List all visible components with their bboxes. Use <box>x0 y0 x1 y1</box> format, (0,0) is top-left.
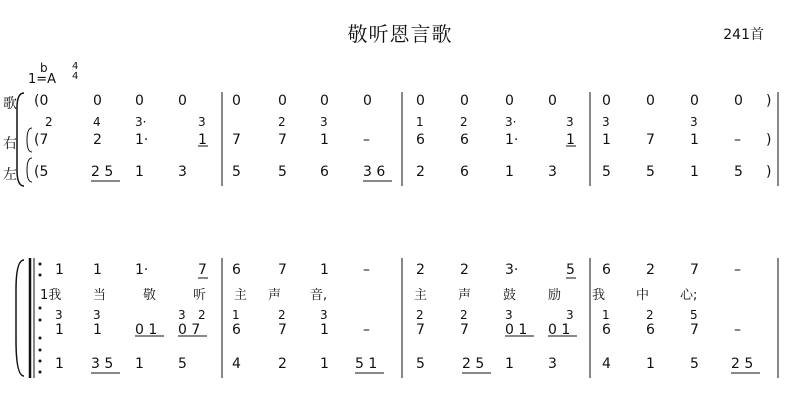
note-melody: 1 <box>55 262 64 278</box>
note-alto: 3· <box>135 115 147 129</box>
note-right: 0 1 <box>505 322 528 338</box>
note-left: 1 <box>55 356 64 372</box>
note-left: 1 <box>135 356 144 372</box>
note-left: 5 <box>690 356 699 372</box>
lyric-syllable: 我 <box>592 288 606 303</box>
note-left: 1 <box>690 164 699 180</box>
note-left: 5 <box>602 164 611 180</box>
lyric-syllable: 1我 <box>40 288 62 303</box>
note-left: 1 <box>320 356 329 372</box>
note-soprano: 0 <box>232 93 241 109</box>
note-left: 5 <box>646 164 655 180</box>
time-top: 4 <box>72 61 79 72</box>
note-left: 3 6 <box>363 164 386 180</box>
lyric-syllable: 心; <box>680 288 698 303</box>
note-left: 1 <box>505 164 514 180</box>
note-right: 0 7 <box>178 322 201 338</box>
note-melody: 6 <box>602 262 611 278</box>
note-right: 7 <box>460 322 469 338</box>
note-right: 6 <box>460 132 469 148</box>
note-alto: 2 <box>198 308 206 322</box>
note-melody: 1 <box>320 262 329 278</box>
note-alto: 4 <box>93 115 101 129</box>
note-alto: 2 <box>278 308 286 322</box>
note-alto: 3 <box>566 308 574 322</box>
note-alto: 3 <box>198 115 206 129</box>
note-left: 5 <box>178 356 187 372</box>
note-left: 5 <box>232 164 241 180</box>
note-melody: 7 <box>690 262 699 278</box>
note-melody: 1 <box>93 262 102 278</box>
note-soprano: 0 <box>602 93 611 109</box>
note-alto: 3 <box>505 308 513 322</box>
note-alto: 2 <box>45 115 53 129</box>
note-melody: – <box>363 262 370 278</box>
note-right: – <box>363 322 370 338</box>
note-left: 2 5 <box>462 356 485 372</box>
note-right: 1 <box>566 132 575 148</box>
note-left: ) <box>766 164 772 180</box>
note-alto: 3 <box>602 115 610 129</box>
note-soprano: 0 <box>320 93 329 109</box>
note-left: 5 <box>416 356 425 372</box>
note-left: 5 <box>278 164 287 180</box>
note-left: (5 <box>34 164 49 180</box>
note-soprano: (0 <box>34 93 49 109</box>
note-right: 6 <box>602 322 611 338</box>
key-signature: 1=A <box>28 72 57 87</box>
note-left: 3 <box>178 164 187 180</box>
note-soprano: 0 <box>646 93 655 109</box>
note-left: 1 <box>646 356 655 372</box>
note-left: 2 <box>416 164 425 180</box>
note-melody: 1· <box>135 262 149 278</box>
note-right: 7 <box>416 322 425 338</box>
lyric-syllable: 中 <box>636 288 650 303</box>
note-melody: 5 <box>566 262 575 278</box>
part-label-right: 右 <box>3 136 17 152</box>
note-soprano: ) <box>766 93 772 109</box>
note-soprano: 0 <box>460 93 469 109</box>
note-alto: 3 <box>55 308 63 322</box>
note-right: 6 <box>232 322 241 338</box>
lyric-syllable: 励 <box>548 288 562 303</box>
note-right: 0 1 <box>548 322 571 338</box>
note-right: 7 <box>278 322 287 338</box>
lyric-syllable: 鼓 <box>503 288 517 303</box>
note-melody: 6 <box>232 262 241 278</box>
note-left: 2 5 <box>91 164 114 180</box>
note-right: 1· <box>505 132 519 148</box>
note-melody: 2 <box>460 262 469 278</box>
note-melody: 2 <box>646 262 655 278</box>
note-alto: 2 <box>278 115 286 129</box>
part-label-soprano: 歌 <box>3 96 17 112</box>
note-right: 1 <box>198 132 207 148</box>
note-right: 7 <box>690 322 699 338</box>
note-alto: 5 <box>690 308 698 322</box>
note-soprano: 0 <box>93 93 102 109</box>
time-bottom: 4 <box>72 71 79 82</box>
note-left: 1 <box>505 356 514 372</box>
note-right: 1 <box>602 132 611 148</box>
note-alto: 2 <box>460 115 468 129</box>
note-right: 2 <box>93 132 102 148</box>
note-right: ) <box>766 132 772 148</box>
note-left: 4 <box>602 356 611 372</box>
note-right: (7 <box>34 132 49 148</box>
note-soprano: 0 <box>363 93 372 109</box>
note-alto: 3 <box>320 115 328 129</box>
note-right: 6 <box>416 132 425 148</box>
note-soprano: 0 <box>505 93 514 109</box>
note-melody: – <box>734 262 741 278</box>
lyric-syllable: 声 <box>458 288 472 303</box>
note-right: – <box>734 132 741 148</box>
lyric-syllable: 主 <box>414 288 428 303</box>
note-right: 7 <box>646 132 655 148</box>
note-soprano: 0 <box>416 93 425 109</box>
note-right: 0 1 <box>135 322 158 338</box>
note-right: 6 <box>646 322 655 338</box>
note-left: 2 5 <box>731 356 754 372</box>
note-alto: 1 <box>232 308 240 322</box>
note-soprano: 0 <box>690 93 699 109</box>
note-alto: 2 <box>460 308 468 322</box>
note-right: 1 <box>93 322 102 338</box>
note-melody: 7 <box>278 262 287 278</box>
note-left: 3 <box>548 164 557 180</box>
note-right: 1 <box>690 132 699 148</box>
lyric-syllable: 音, <box>310 288 328 303</box>
note-left: 3 <box>548 356 557 372</box>
note-left: 5 <box>734 164 743 180</box>
hymn-number: 241首 <box>723 27 764 43</box>
note-right: 1· <box>135 132 149 148</box>
note-soprano: 0 <box>178 93 187 109</box>
part-label-left: 左 <box>3 167 17 183</box>
note-right: 1 <box>320 132 329 148</box>
note-soprano: 0 <box>278 93 287 109</box>
note-left: 6 <box>460 164 469 180</box>
lyric-syllable: 主 <box>234 288 248 303</box>
note-alto: 1 <box>602 308 610 322</box>
lyric-syllable: 敬 <box>143 288 157 303</box>
note-alto: 3· <box>505 115 517 129</box>
note-right: 7 <box>278 132 287 148</box>
note-alto: 3 <box>566 115 574 129</box>
note-right: – <box>734 322 741 338</box>
note-left: 3 5 <box>91 356 114 372</box>
flat-sign: b <box>40 61 48 75</box>
note-alto: 1 <box>416 115 424 129</box>
note-right: 1 <box>320 322 329 338</box>
note-alto: 2 <box>416 308 424 322</box>
note-left: 2 <box>278 356 287 372</box>
note-left: 1 <box>135 164 144 180</box>
lyric-syllable: 声 <box>268 288 282 303</box>
note-left: 6 <box>320 164 329 180</box>
note-alto: 2 <box>646 308 654 322</box>
note-soprano: 0 <box>135 93 144 109</box>
note-melody: 7 <box>198 262 207 278</box>
note-soprano: 0 <box>548 93 557 109</box>
note-alto: 3 <box>178 308 186 322</box>
note-alto: 3 <box>93 308 101 322</box>
note-left: 4 <box>232 356 241 372</box>
note-right: 7 <box>232 132 241 148</box>
note-alto: 3 <box>690 115 698 129</box>
note-left: 5 1 <box>355 356 378 372</box>
page-title: 敬听恩言歌 <box>347 22 453 46</box>
note-alto: 3 <box>320 308 328 322</box>
note-soprano: 0 <box>734 93 743 109</box>
lyric-syllable: 听 <box>193 288 207 303</box>
lyric-syllable: 当 <box>93 288 107 303</box>
note-right: – <box>363 132 370 148</box>
note-right: 1 <box>55 322 64 338</box>
note-melody: 2 <box>416 262 425 278</box>
note-melody: 3· <box>505 262 519 278</box>
